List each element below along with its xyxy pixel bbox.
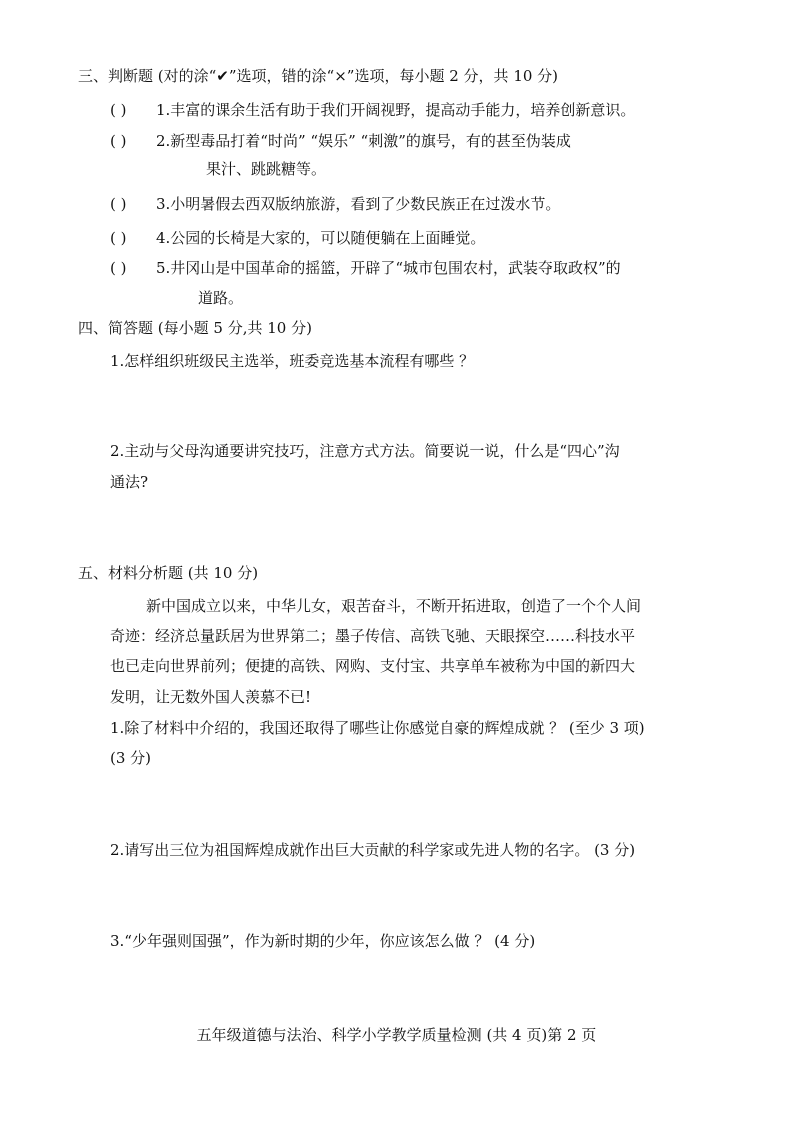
material-line-1: 新中国成立以来，中华儿女，艰苦奋斗，不断开拓进取，创造了一个个人间 xyxy=(146,597,642,615)
material-q2: 2.请写出三位为祖国辉煌成就作出巨大贡献的科学家或先进人物的名字。 (3 分) xyxy=(110,841,636,859)
question-text: 5.井冈山是中国革命的摇篮，开辟了“城市包围农村，武装夺取政权”的 xyxy=(156,259,621,277)
cross-mark-icon: × xyxy=(334,67,347,85)
material-line-4: 发明，让无数外国人羡慕不已! xyxy=(110,688,312,706)
check-mark-icon: ✔ xyxy=(216,67,229,85)
material-line-3: 也已走向世界前列；便捷的高铁、网购、支付宝、共享单车被称为中国的新四大 xyxy=(110,657,636,675)
judge-item-3 xyxy=(110,194,560,214)
section-3-heading xyxy=(78,66,558,86)
judge-item-5 xyxy=(110,258,621,278)
section-5-heading: 五、材料分析题 (共 10 分) xyxy=(78,564,259,582)
answer-blank: ( ) xyxy=(110,195,127,213)
judge-item-2-continued: 果汁、跳跳糖等。 xyxy=(206,160,327,178)
answer-blank: ( ) xyxy=(110,259,127,277)
judge-item-2 xyxy=(110,131,571,151)
material-line-2: 奇迹：经济总量跃居为世界第二；墨子传信、高铁飞驰、天眼探空……科技水平 xyxy=(110,627,636,645)
judge-item-5-continued: 道路。 xyxy=(198,289,244,307)
section-4-heading: 四、简答题 (每小题 5 分,共 10 分) xyxy=(78,319,312,337)
judge-item-1 xyxy=(110,100,635,120)
answer-blank: ( ) xyxy=(110,229,127,247)
question-text: 3.小明暑假去西双版纳旅游，看到了少数民族正在过泼水节。 xyxy=(156,195,561,213)
answer-blank: ( ) xyxy=(110,132,127,150)
heading-text-mid: ”选项，错的涂“ xyxy=(228,67,335,85)
question-text: 4.公园的长椅是大家的，可以随便躺在上面睡觉。 xyxy=(156,229,486,247)
short-answer-q2: 2.主动与父母沟通要讲究技巧，注意方式方法。简要说一说，什么是“四心”沟 xyxy=(110,442,620,460)
heading-text-pre: 三、判断题 (对的涂“ xyxy=(78,67,217,85)
short-answer-q2-continued: 通法? xyxy=(110,473,149,491)
material-q1-score: (3 分) xyxy=(110,749,152,767)
judge-item-4 xyxy=(110,228,485,248)
heading-text-post: ”选项，每小题 2 分，共 10 分) xyxy=(346,67,559,85)
material-q1: 1.除了材料中介绍的，我国还取得了哪些让你感觉自豪的辉煌成就 ？ (至少 3 项) xyxy=(110,719,645,737)
question-text: 1.丰富的课余生活有助于我们开阔视野，提高动手能力，培养创新意识。 xyxy=(156,101,636,119)
short-answer-q1: 1.怎样组织班级民主选举，班委竞选基本流程有哪些 ？ xyxy=(110,352,475,370)
page-footer: 五年级道德与法治、科学小学教学质量检测 (共 4 页)第 2 页 xyxy=(196,1026,597,1044)
material-q3: 3.“少年强则国强”，作为新时期的少年，你应该怎么做 ？ (4 分) xyxy=(110,932,536,950)
answer-blank: ( ) xyxy=(110,101,127,119)
question-text: 2.新型毒品打着“时尚” “娱乐” “刺激”的旗号，有的甚至伪装成 xyxy=(156,132,571,150)
